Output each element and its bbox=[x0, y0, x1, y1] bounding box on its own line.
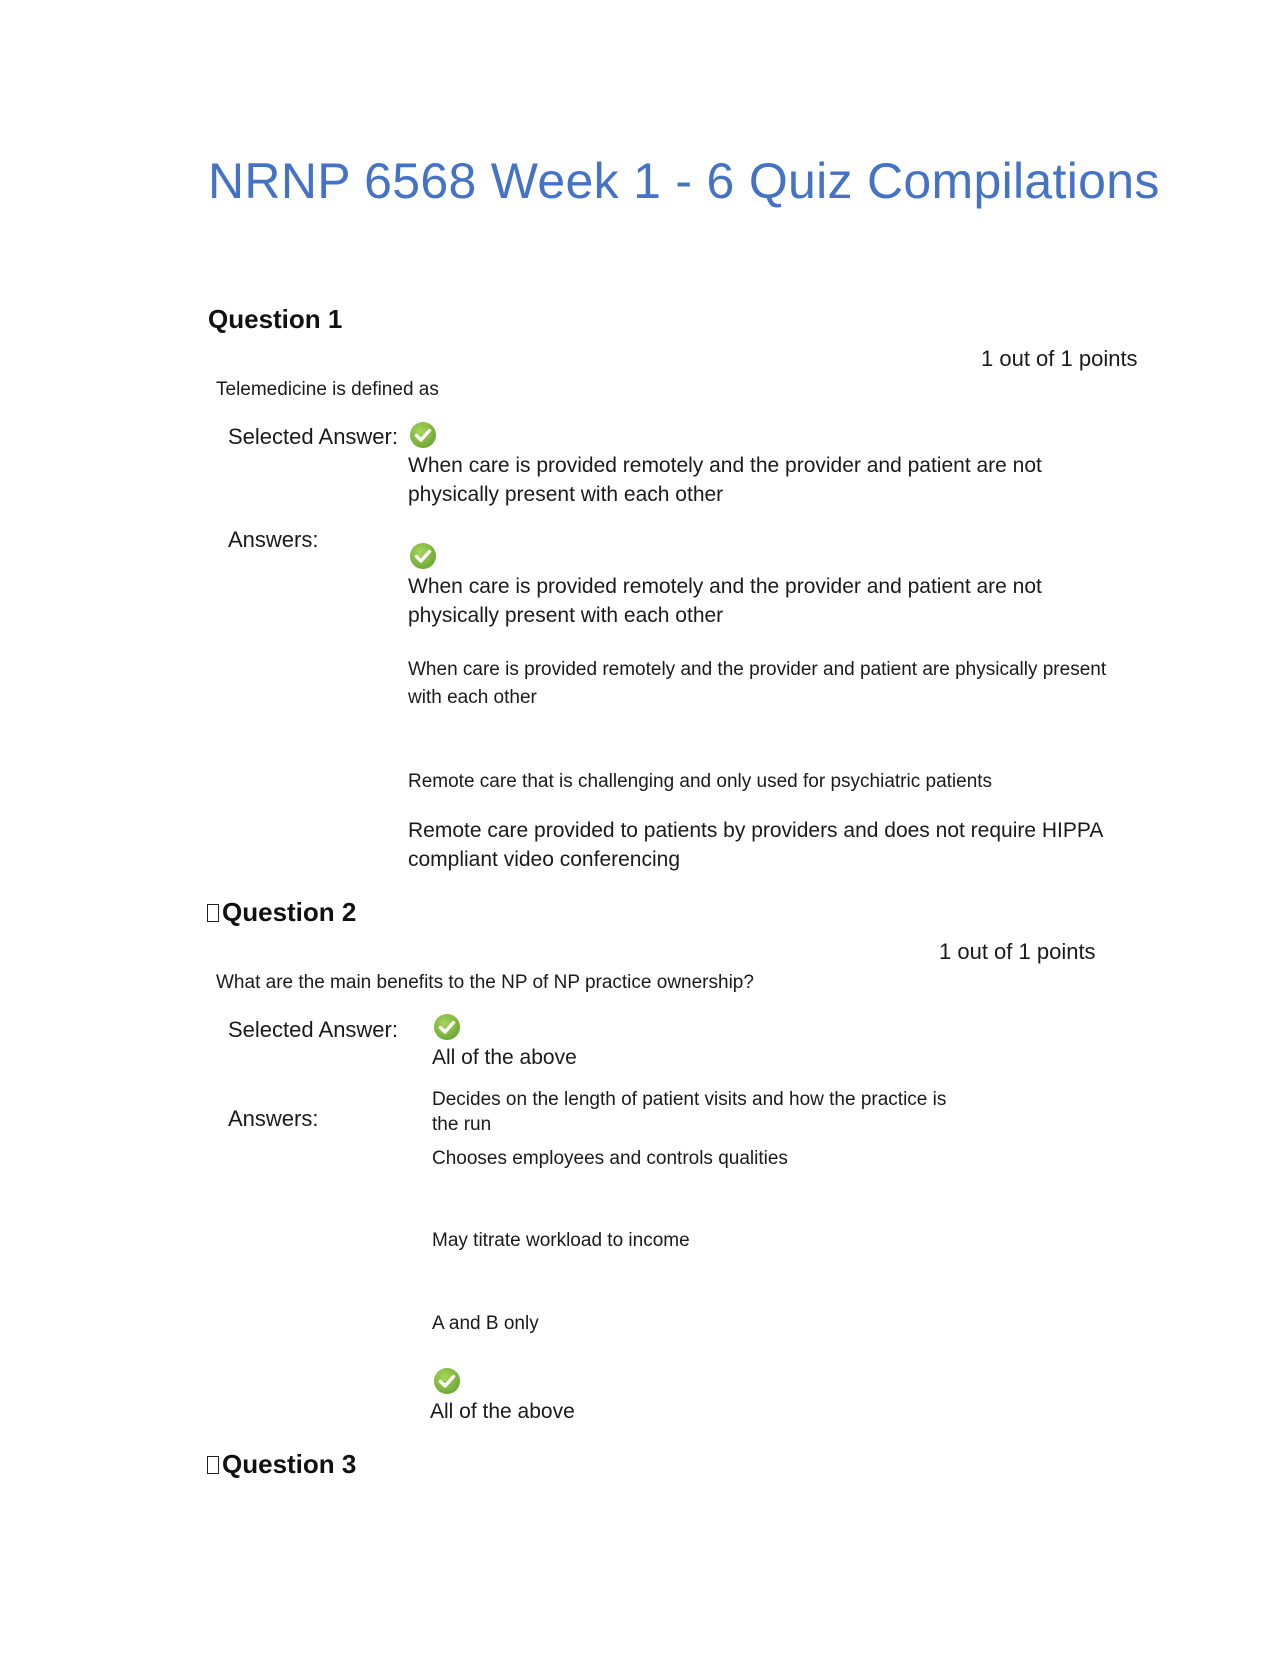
check-circle-icon bbox=[409, 542, 437, 570]
question-1-points: 1 out of 1 points bbox=[981, 346, 1138, 371]
missing-glyph-icon bbox=[207, 904, 219, 922]
check-circle-icon bbox=[433, 1013, 461, 1041]
question-1-answer-option: When care is provided remotely and the provider and patient are physically present with each other bbox=[408, 659, 1107, 708]
question-2-answers-label: Answers: bbox=[228, 1106, 319, 1131]
question-3-heading-row bbox=[207, 1449, 356, 1480]
missing-glyph-icon bbox=[207, 1456, 219, 1474]
question-1-answer-option: Remote care provided to patients by providers and does not require HIPPA compliant video conferencing bbox=[408, 819, 1103, 871]
question-2-heading: Question 2 bbox=[222, 897, 357, 927]
question-1-answers-label: Answers: bbox=[228, 527, 319, 552]
question-2-prompt: What are the main benefits to the NP of NP practice ownership? bbox=[216, 972, 754, 993]
question-2-answer-option: May titrate workload to income bbox=[432, 1230, 690, 1251]
question-2-answer-option: Chooses employees and controls qualities bbox=[432, 1148, 788, 1169]
question-2-selected-answer: All of the above bbox=[432, 1046, 577, 1069]
question-2-answer-option: All of the above bbox=[430, 1400, 575, 1423]
check-circle-icon bbox=[409, 421, 437, 449]
question-1-selected-answer: When care is provided remotely and the provider and patient are not physically present with each other bbox=[408, 454, 1042, 506]
question-2-answer-option: Decides on the length of patient visits and how the practice is the run bbox=[432, 1089, 947, 1135]
question-2-selected-answer-label: Selected Answer: bbox=[228, 1017, 398, 1042]
question-2-points: 1 out of 1 points bbox=[939, 939, 1096, 964]
question-1-selected-answer-label: Selected Answer: bbox=[228, 424, 398, 449]
document-title: NRNP 6568 Week 1 - 6 Quiz Compilations bbox=[208, 153, 1160, 209]
question-1-heading: Question 1 bbox=[208, 304, 343, 334]
question-1-answer-option: Remote care that is challenging and only used for psychiatric patients bbox=[408, 771, 993, 792]
question-1-prompt: Telemedicine is defined as bbox=[216, 379, 439, 400]
question-3-heading: Question 3 bbox=[222, 1449, 357, 1479]
question-2-heading-row bbox=[207, 897, 356, 928]
question-1-answer-option: When care is provided remotely and the provider and patient are not physically present with each other bbox=[408, 575, 1042, 627]
question-2-answer-option: A and B only bbox=[432, 1313, 539, 1334]
check-circle-icon bbox=[433, 1367, 461, 1395]
